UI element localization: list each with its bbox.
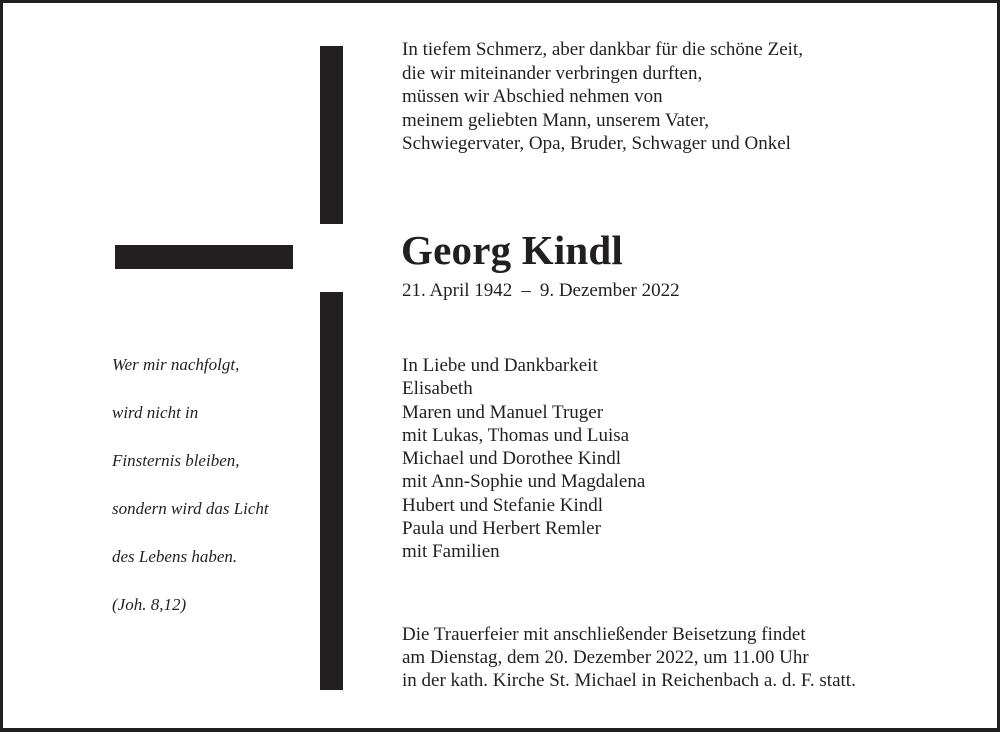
- mourners-list: [402, 354, 645, 564]
- intro-line: Schwiegervater, Opa, Bruder, Schwager und Onkel: [402, 133, 791, 155]
- verse-reference: (Joh. 8,12): [112, 595, 187, 614]
- verse-line: wird nicht in: [112, 403, 199, 422]
- mourners-line: In Liebe und Dankbarkeit: [402, 355, 598, 376]
- verse-line: sondern wird das Licht: [112, 499, 269, 518]
- intro-line: müssen wir Abschied nehmen von: [402, 86, 663, 108]
- funeral-line: Die Trauerfeier mit anschließender Beisetzung findet: [402, 624, 806, 645]
- cross-horizontal-bar: [115, 245, 293, 269]
- mourners-line: mit Ann-Sophie und Magdalena: [402, 471, 646, 493]
- intro-line: In tiefem Schmerz, aber dankbar für die schöne Zeit,: [402, 39, 803, 60]
- cross-vertical-bottom-bar: [320, 292, 343, 690]
- funeral-info: [402, 623, 856, 692]
- verse-line: Finsternis bleiben,: [112, 451, 240, 470]
- mourners-line: Michael und Dorothee Kindl: [402, 448, 621, 470]
- mourners-line: mit Lukas, Thomas und Luisa: [402, 424, 630, 446]
- verse-line: des Lebens haben.: [112, 547, 238, 566]
- mourners-line: Hubert und Stefanie Kindl: [402, 494, 604, 516]
- mourners-line: mit Familien: [402, 541, 500, 563]
- verse-line: Wer mir nachfolgt,: [112, 355, 240, 374]
- funeral-line: am Dienstag, dem 20. Dezember 2022, um 11.00 Uhr: [402, 647, 809, 668]
- mourners-line: Paula und Herbert Remler: [402, 518, 601, 540]
- life-dates: [402, 279, 680, 302]
- obituary-page: [3, 3, 997, 728]
- intro-text: [402, 38, 803, 156]
- death-date: 9. Dezember 2022: [539, 280, 680, 301]
- mourners-line: Maren und Manuel Truger: [402, 401, 604, 423]
- birth-date: 21. April 1942: [402, 280, 513, 301]
- bible-verse: [112, 341, 269, 629]
- intro-line: meinem geliebten Mann, unserem Vater,: [402, 109, 710, 131]
- date-separator: –: [521, 280, 531, 301]
- mourners-line: Elisabeth: [402, 378, 473, 400]
- intro-line: die wir miteinander verbringen durften,: [402, 62, 703, 84]
- cross-vertical-top-bar: [320, 46, 343, 224]
- deceased-name: Georg Kindl: [401, 227, 624, 273]
- funeral-line: in der kath. Kirche St. Michael in Reichenbach a. d. F. statt.: [402, 670, 856, 691]
